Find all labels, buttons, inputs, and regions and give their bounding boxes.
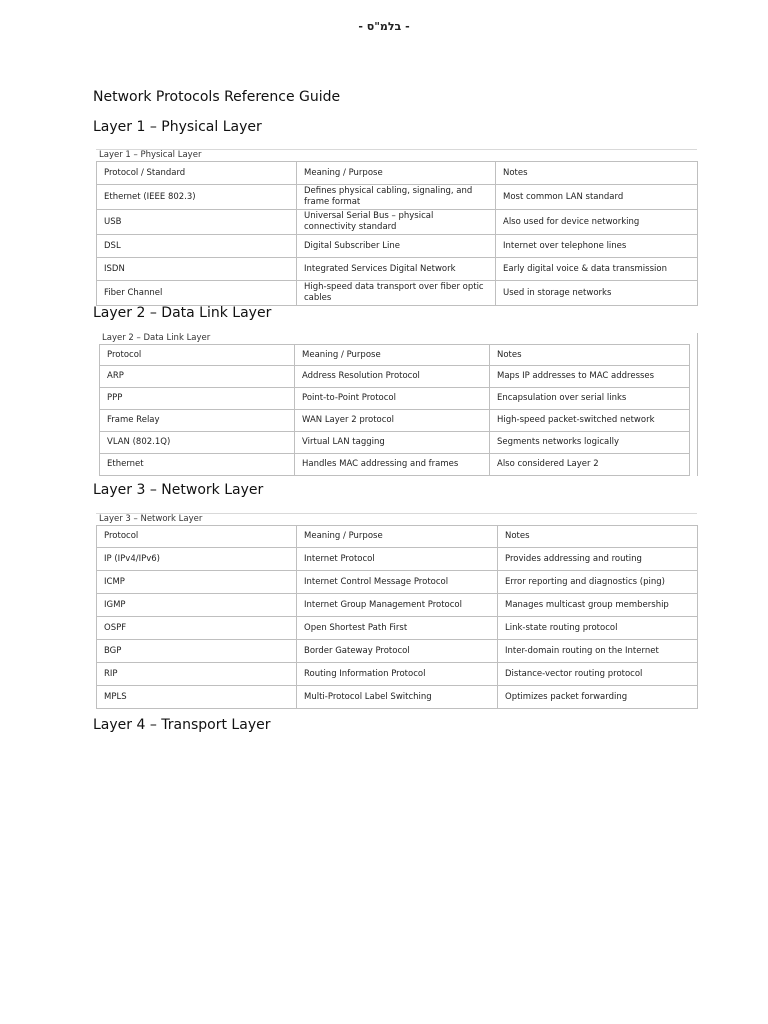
notes-cell: Most common LAN standard [496,185,698,210]
table-row [100,388,690,410]
notes-cell: Encapsulation over serial links [490,388,690,410]
layer-3-protocol-table [96,525,698,709]
notes-cell: Segments networks logically [490,432,690,454]
protocol-cell: USB [97,210,297,235]
layer-2-table [96,333,698,476]
column-header: Notes [498,526,698,548]
meaning-cell: Point-to-Point Protocol [295,388,490,410]
protocol-cell: BGP [97,640,297,663]
protocol-cell: MPLS [97,686,297,709]
table-row [100,366,690,388]
meaning-cell: Border Gateway Protocol [297,640,498,663]
meaning-cell: Defines physical cabling, signaling, and frame format [297,185,496,210]
notes-cell: Used in storage networks [496,281,698,306]
table-row [97,258,698,281]
column-header: Protocol [100,345,295,366]
meaning-cell: Open Shortest Path First [297,617,498,640]
layer-2-table-caption: Layer 2 – Data Link Layer [102,333,211,343]
table-row [97,686,698,709]
table-row [97,640,698,663]
notes-cell: Also considered Layer 2 [490,454,690,476]
section-heading-layer-2: Layer 2 – Data Link Layer [93,305,272,321]
layer-3-table [96,513,697,709]
notes-cell: High-speed packet-switched network [490,410,690,432]
section-heading-layer-4: Layer 4 – Transport Layer [93,717,271,733]
document-title: Network Protocols Reference Guide [93,89,341,105]
meaning-cell: Universal Serial Bus – physical connectivity standard [297,210,496,235]
protocol-cell: PPP [100,388,295,410]
table-header-row [97,526,698,548]
notes-cell: Manages multicast group membership [498,594,698,617]
table-header-row [100,345,690,366]
layer-2-protocol-table [99,344,690,476]
protocol-cell: ARP [100,366,295,388]
notes-cell: Early digital voice & data transmission [496,258,698,281]
meaning-cell: Routing Information Protocol [297,663,498,686]
table-row [97,617,698,640]
protocol-cell: Ethernet [100,454,295,476]
protocol-cell: Frame Relay [100,410,295,432]
table-row [97,594,698,617]
column-header: Protocol / Standard [97,162,297,185]
protocol-cell: VLAN (802.1Q) [100,432,295,454]
notes-cell: Link-state routing protocol [498,617,698,640]
section-heading-layer-3: Layer 3 – Network Layer [93,482,264,498]
section-heading-layer-1: Layer 1 – Physical Layer [93,119,262,135]
notes-cell: Optimizes packet forwarding [498,686,698,709]
protocol-cell: Fiber Channel [97,281,297,306]
layer-1-table-caption: Layer 1 – Physical Layer [99,150,202,160]
notes-cell: Internet over telephone lines [496,235,698,258]
column-header: Meaning / Purpose [295,345,490,366]
table-row [97,235,698,258]
meaning-cell: Digital Subscriber Line [297,235,496,258]
column-header: Meaning / Purpose [297,526,498,548]
column-header: Notes [496,162,698,185]
notes-cell: Also used for device networking [496,210,698,235]
table-row [97,210,698,235]
notes-cell: Provides addressing and routing [498,548,698,571]
layer-1-protocol-table [96,161,698,306]
table-row [100,432,690,454]
table-row [100,410,690,432]
notes-cell: Error reporting and diagnostics (ping) [498,571,698,594]
protocol-cell: IGMP [97,594,297,617]
layer-3-table-caption: Layer 3 – Network Layer [99,514,203,524]
meaning-cell: Handles MAC addressing and frames [295,454,490,476]
table-row [97,663,698,686]
protocol-cell: ICMP [97,571,297,594]
protocol-cell: Ethernet (IEEE 802.3) [97,185,297,210]
notes-cell: Maps IP addresses to MAC addresses [490,366,690,388]
protocol-cell: RIP [97,663,297,686]
meaning-cell: Multi-Protocol Label Switching [297,686,498,709]
table-row [97,185,698,210]
protocol-cell: IP (IPv4/IPv6) [97,548,297,571]
column-header: Notes [490,345,690,366]
table-row [97,281,698,306]
meaning-cell: Virtual LAN tagging [295,432,490,454]
protocol-cell: DSL [97,235,297,258]
meaning-cell: High-speed data transport over fiber optic cables [297,281,496,306]
table-row [100,454,690,476]
layer-1-table [96,149,697,306]
notes-cell: Distance-vector routing protocol [498,663,698,686]
meaning-cell: Internet Control Message Protocol [297,571,498,594]
table-row [97,571,698,594]
column-header: Meaning / Purpose [297,162,496,185]
protocol-cell: ISDN [97,258,297,281]
meaning-cell: Address Resolution Protocol [295,366,490,388]
protocol-cell: OSPF [97,617,297,640]
meaning-cell: WAN Layer 2 protocol [295,410,490,432]
meaning-cell: Internet Protocol [297,548,498,571]
meaning-cell: Internet Group Management Protocol [297,594,498,617]
table-header-row [97,162,698,185]
notes-cell: Inter-domain routing on the Internet [498,640,698,663]
meaning-cell: Integrated Services Digital Network [297,258,496,281]
column-header: Protocol [97,526,297,548]
classification-header: - בלמ"ס - [358,20,410,33]
table-row [97,548,698,571]
